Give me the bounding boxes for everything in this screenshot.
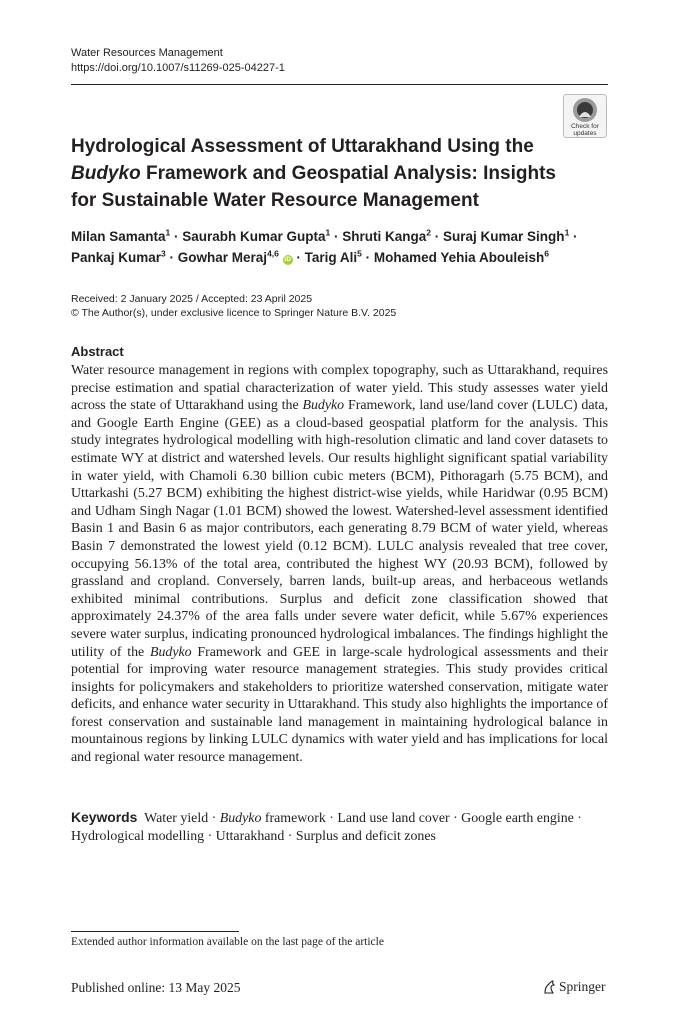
author-affiliation: 1 (325, 227, 331, 238)
author-name[interactable]: Pankaj Kumar (71, 250, 162, 265)
author-name[interactable]: Saurabh Kumar Gupta (182, 229, 326, 244)
journal-name: Water Resources Management (71, 47, 223, 59)
abstract-part-3: Framework and GEE in large-scale hydrological assessments and their potential for improving water resource management strategies. This study provides critical insights for policymakers and stakeholders to prioritize watershed conservation, mitigate water deficits, and enhance water security in Uttarakhand. This study also highlights the importance of forest conservation and sustainable land management in maintaining hydrological balance in mountainous regions by linking LULC dynamics with water yield and has implications for local and regional water resource management. (71, 644, 608, 766)
received-accepted-dates: Received: 2 January 2025 / Accepted: 23 April 2025 (71, 293, 313, 305)
copyright-notice: © The Author(s), under exclusive licence to Springer Nature B.V. 2025 (71, 307, 397, 319)
author-name[interactable]: Shruti Kanga (342, 229, 427, 244)
check-for-updates-icon (572, 97, 598, 123)
published-online-date: Published online: 13 May 2025 (71, 980, 241, 995)
article-dates (71, 292, 396, 320)
abstract-italic-2: Budyko (149, 644, 192, 660)
author-affiliation: 1 (165, 227, 171, 238)
footnote: Extended author information available on the last page of the article (71, 936, 384, 948)
journal-header (71, 46, 285, 76)
springer-logo[interactable] (542, 979, 606, 995)
author-affiliation: 2 (426, 227, 432, 238)
abstract-italic-1: Budyko (302, 398, 345, 414)
author-list (71, 226, 611, 268)
author-separator: · (569, 229, 578, 244)
author-separator: · (292, 250, 305, 265)
author-separator: · (361, 250, 374, 265)
title-part-1: Hydrological Assessment of Uttarakhand Using the (71, 136, 534, 157)
title-part-2: Framework and Geospatial Analysis: Insights for Sustainable Water Resource Management (71, 163, 556, 211)
author-name[interactable]: Milan Samanta (71, 229, 166, 244)
keywords-italic: Budyko (219, 811, 262, 826)
author-name[interactable]: Mohamed Yehia Abouleish (373, 250, 545, 265)
abstract-part-2: Framework, land use/land cover (LULC) data, and Google Earth Engine (GEE) as a cloud-based geospatial platform for the analysis. This study integrates hydrological modelling with high-resolution climatic and land cover datasets to estimate WY at district and watershed levels. Our results highlight significant spatial variability in water yield, with Chamoli 6.30 billion cubic meters (BCM), Pithoragarh (5.75 BCM), and Uttarkashi (5.27 BCM) exhibiting the highest district-wise yields, while Haridwar (0.95 BCM) and Udham Singh Nagar (1.01 BCM) showed the lowest. Watershed-level assessment identified Basin 1 and Basin 6 as major contributors, each generating 8.79 BCM of water yield, whereas Basin 7 demonstrated the lowest yield (0.12 BCM). LULC analysis revealed that tree cover, occupying 56.13% of the total area, contributed the highest WY (20.93 BCM), followed by grassland and cropland. Conversely, barren lands, built-up areas, and herbaceous wetlands exhibited minimal contributions. Surplus and deficit zone classification showed that approximately 24.37% of the area falls under severe water deficit, while 5.67% experiences severe water surplus, indicating pronounced hydrological imbalances. The findings highlight the utility of the (71, 398, 608, 660)
author-affiliation: 1 (564, 227, 570, 238)
header-rule (71, 84, 608, 85)
keywords-part-1: Water yield · (144, 811, 220, 826)
abstract-heading: Abstract (71, 344, 124, 359)
author-name[interactable]: Gowhar Meraj (177, 250, 268, 265)
author-separator: · (330, 229, 343, 244)
author-affiliation: 3 (161, 248, 166, 259)
author-name[interactable]: Tarig Ali (304, 250, 358, 265)
footnote-rule (71, 931, 239, 932)
keywords-part-2: framework · Land use land cover · Google earth engine · Hydrological modelling · Uttarakhand · Surplus and deficit zones (71, 811, 582, 844)
abstract-body (71, 362, 608, 767)
author-name[interactable]: Suraj Kumar Singh (443, 229, 565, 244)
title-italic-budyko: Budyko (71, 163, 141, 184)
author-affiliation: 6 (544, 248, 549, 259)
abstract-part-1: Water resource management in regions with complex topography, such as Uttarakhand, requires precise estimation and spatial characterization of water yield. This study assesses water yield across the state of Uttarakhand using the (71, 363, 608, 414)
springer-horse-icon (542, 980, 556, 994)
author-affiliation: 5 (357, 248, 362, 259)
author-affiliation: 4,6 (267, 248, 279, 259)
author-separator: · (170, 229, 183, 244)
keywords-section (71, 809, 608, 845)
check-for-updates-badge[interactable] (563, 94, 607, 138)
author-separator: · (431, 229, 444, 244)
orcid-icon[interactable]: iD (284, 256, 291, 263)
check-for-updates-line2: updates (573, 130, 597, 137)
keywords-label: Keywords (71, 809, 138, 825)
check-for-updates-line1: Check for (571, 123, 599, 130)
author-separator: · (165, 250, 178, 265)
paper-title (71, 133, 561, 214)
springer-wordmark: Springer (559, 979, 606, 994)
doi-link[interactable]: https://doi.org/10.1007/s11269-025-04227-1 (71, 62, 285, 74)
